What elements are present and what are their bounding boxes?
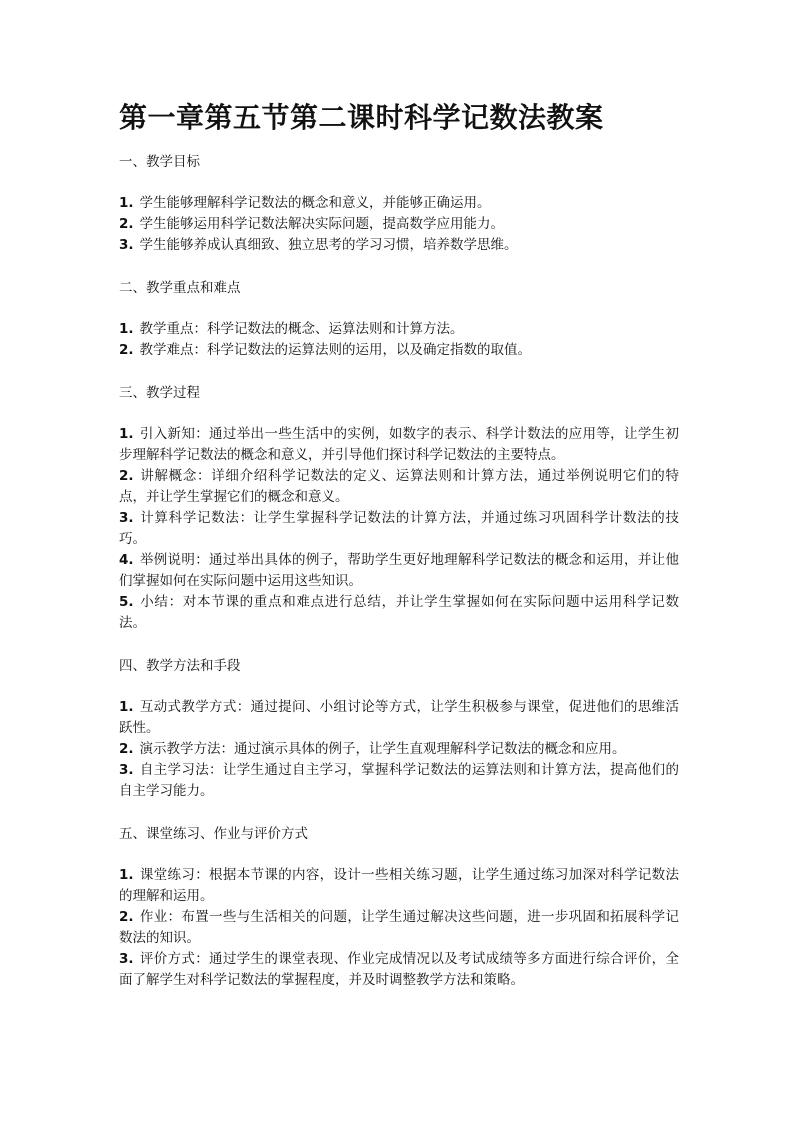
item-text: 引入新知：通过举出一些生活中的实例，如数字的表示、科学计数法的应用等，让学生初步理解科学记数法的概念和意义，并引导他们探讨科学记数法的主要特点。 [119,426,679,463]
document-title: 第一章第五节第二课时科学记数法教案 [119,101,604,134]
item-text: 演示教学方法：通过演示具体的例子，让学生直观理解科学记数法的概念和应用。 [139,741,626,757]
item-text: 自主学习法：让学生通过自主学习，掌握科学记数法的运算法则和计算方法，提高他们的自主学习能力。 [119,762,679,799]
item-text: 学生能够理解科学记数法的概念和意义，并能够正确运用。 [139,195,491,211]
list-item [119,340,679,361]
list-item [119,550,679,592]
item-text: 举例说明：通过举出具体的例子，帮助学生更好地理解科学记数法的概念和运用，并让他们掌握如何在实际问题中运用这些知识。 [119,552,679,589]
item-number: 2. [119,741,134,757]
item-text: 评价方式：通过学生的课堂表现、作业完成情况以及考试成绩等多方面进行综合评价，全面了解学生对科学记数法的掌握程度，并及时调整教学方法和策略。 [119,951,679,988]
item-number: 1. [119,867,134,883]
list-item [119,865,679,907]
section-heading: 五、课堂练习、作业与评价方式 [119,826,308,842]
list-item [119,592,679,634]
item-number: 3. [119,510,134,526]
section-heading: 三、教学过程 [119,385,200,401]
item-number: 2. [119,468,134,484]
item-number: 5. [119,594,134,610]
list-item [119,949,679,991]
list-item [119,193,679,214]
item-number: 1. [119,321,134,337]
list-item [119,508,679,550]
item-number: 2. [119,216,134,232]
item-number: 1. [119,195,134,211]
list-item [119,214,679,235]
section-key-points [119,278,679,361]
item-number: 3. [119,762,134,778]
item-text: 教学难点：科学记数法的运算法则的运用，以及确定指数的取值。 [139,342,532,358]
list-item [119,907,679,949]
list-item [119,466,679,508]
item-number: 4. [119,552,134,568]
item-number: 3. [119,237,134,253]
section-heading: 四、教学方法和手段 [119,658,241,674]
item-text: 学生能够运用科学记数法解决实际问题，提高数学应用能力。 [139,216,505,232]
item-text: 计算科学记数法：让学生掌握科学记数法的计算方法，并通过练习巩固科学计数法的技巧。 [119,510,679,547]
list-item [119,760,679,802]
section-process [119,383,679,634]
item-list [119,193,679,256]
section-heading: 二、教学重点和难点 [119,280,241,296]
item-number: 2. [119,909,134,925]
section-practice-evaluation [119,824,679,991]
list-item [119,739,679,760]
item-text: 学生能够养成认真细致、独立思考的学习习惯，培养数学思维。 [139,237,518,253]
item-text: 教学重点：科学记数法的概念、运算法则和计算方法。 [139,321,464,337]
section-objectives [119,152,679,256]
item-text: 讲解概念：详细介绍科学记数法的定义、运算法则和计算方法，通过举例说明它们的特点，并让学生掌握它们的概念和意义。 [119,468,679,505]
list-item [119,319,679,340]
item-text: 小结：对本节课的重点和难点进行总结，并让学生掌握如何在实际问题中运用科学记数法。 [119,594,679,631]
list-item [119,424,679,466]
item-list [119,319,679,361]
item-number: 2. [119,342,134,358]
item-number: 1. [119,699,134,715]
item-list [119,865,679,991]
section-heading: 一、教学目标 [119,154,200,170]
item-text: 作业：布置一些与生活相关的问题，让学生通过解决这些问题，进一步巩固和拓展科学记数法的知识。 [119,909,679,946]
list-item [119,235,679,256]
item-list [119,424,679,634]
item-list [119,697,679,802]
item-text: 互动式教学方式：通过提问、小组讨论等方式，让学生积极参与课堂，促进他们的思维活跃性。 [119,699,679,736]
item-number: 1. [119,426,134,442]
section-methods [119,656,679,802]
list-item [119,697,679,739]
item-text: 课堂练习：根据本节课的内容，设计一些相关练习题，让学生通过练习加深对科学记数法的理解和运用。 [119,867,679,904]
item-number: 3. [119,951,134,967]
document-page [119,96,679,1013]
